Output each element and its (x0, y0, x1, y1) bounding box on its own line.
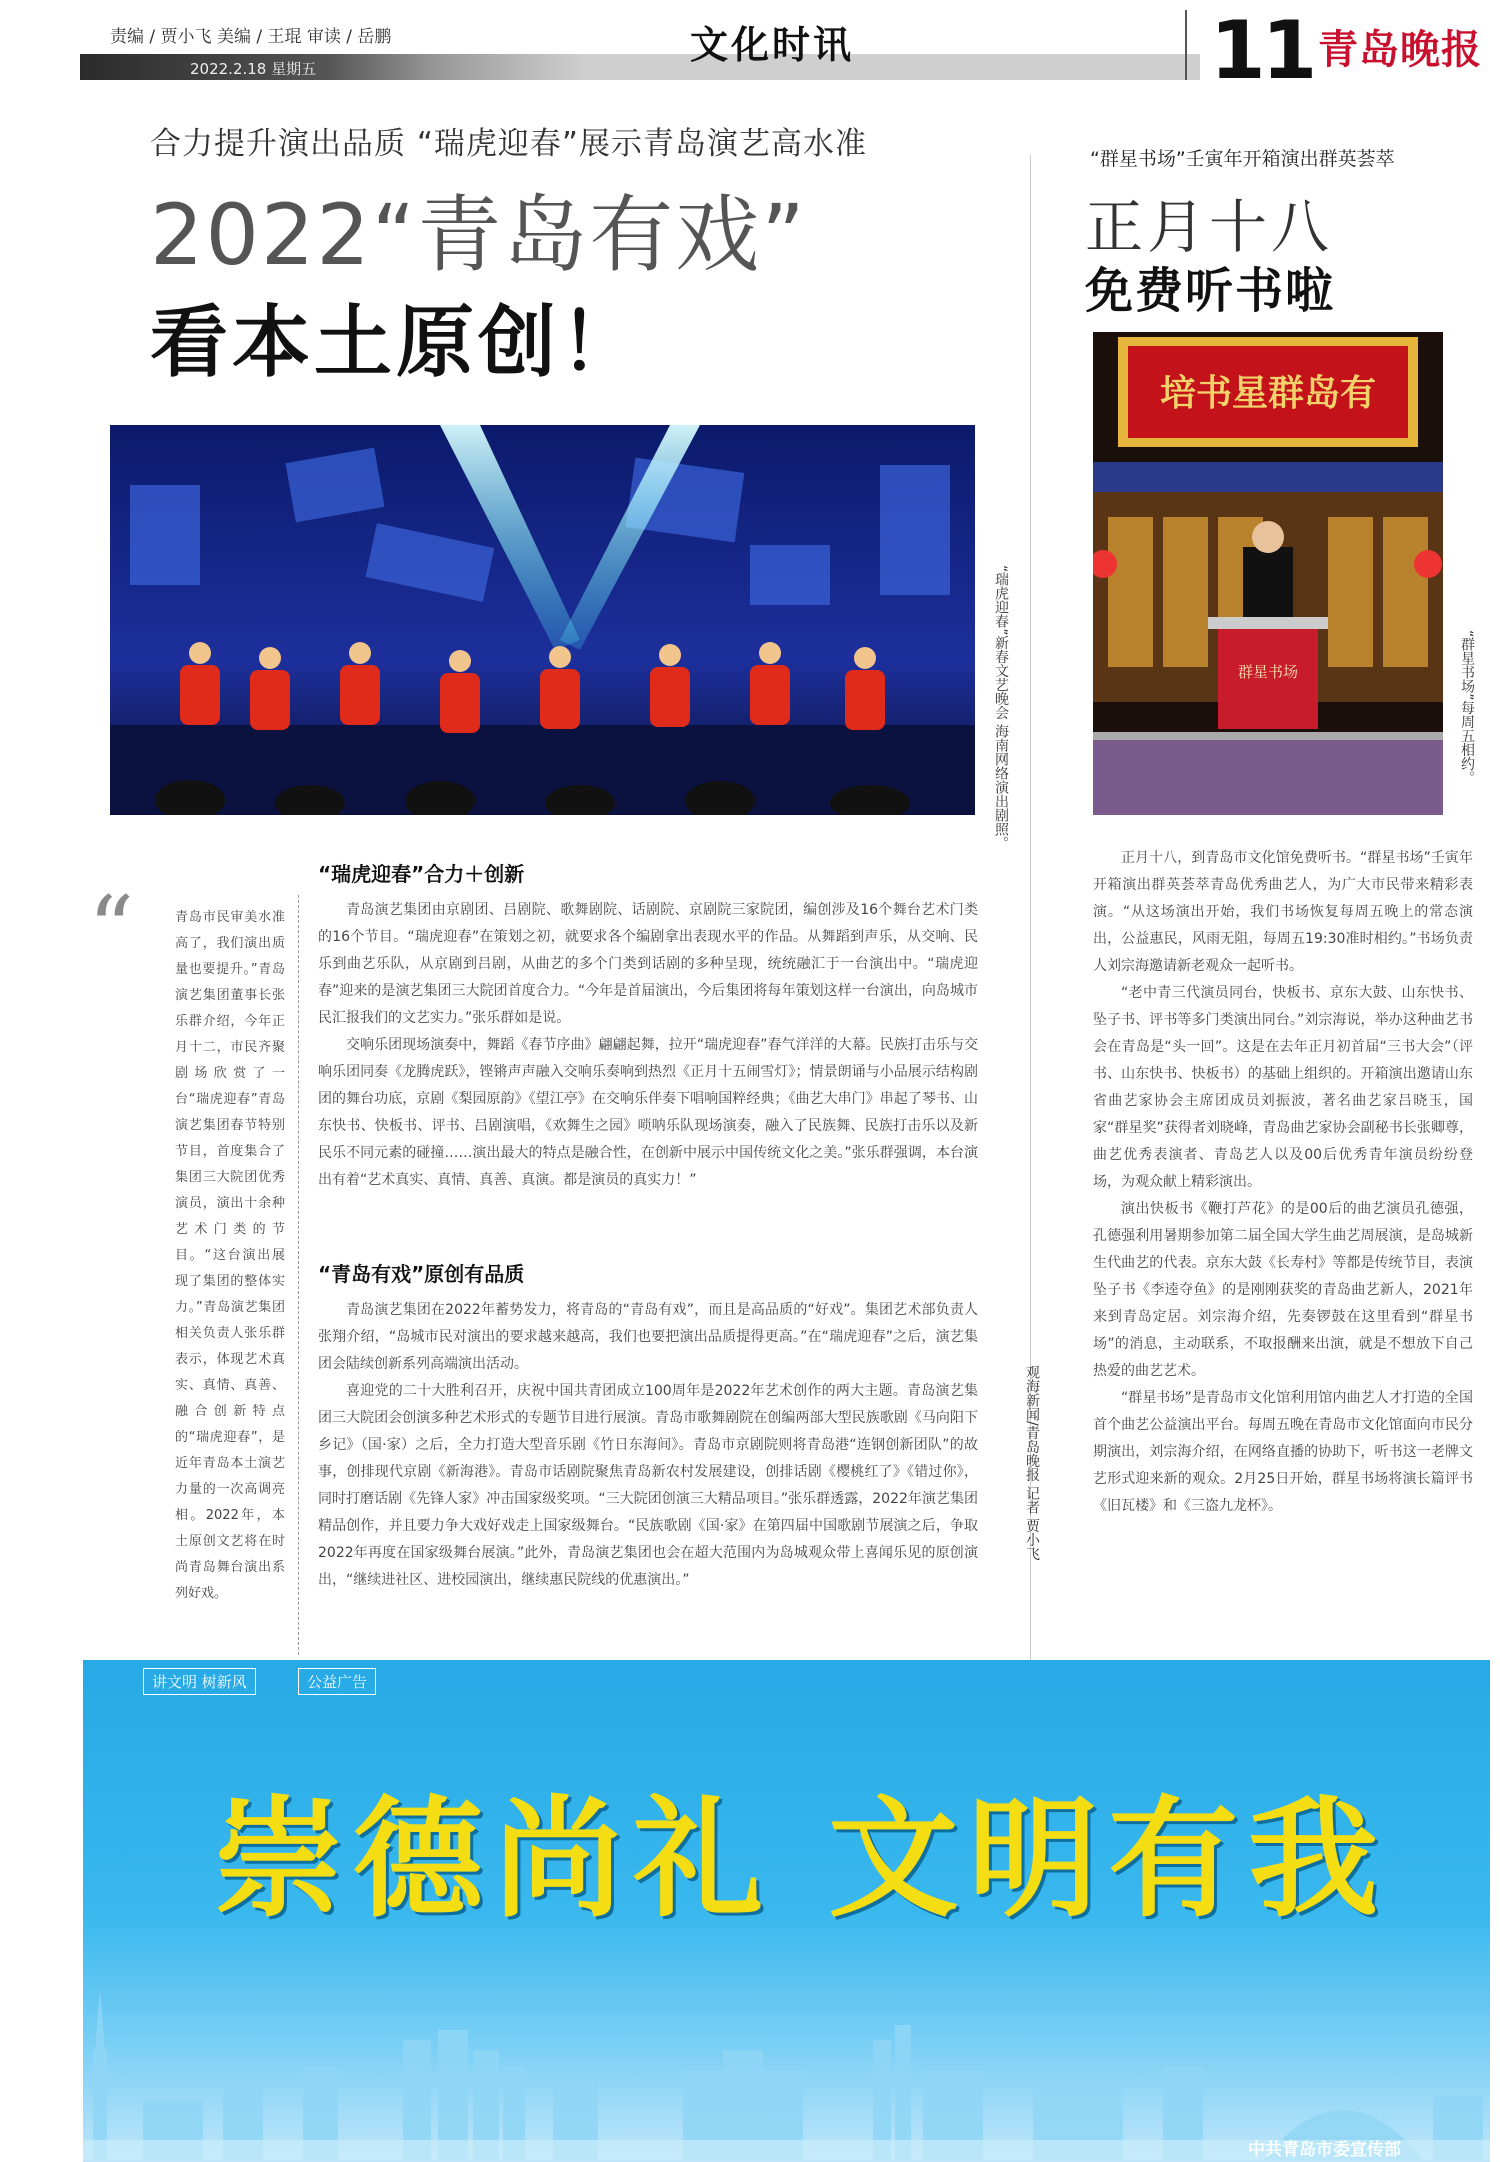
section-title: 文化时讯 (690, 23, 855, 67)
article-body-section-2 (318, 1297, 978, 1594)
page-number-divider (1185, 10, 1187, 80)
column-divider (1030, 155, 1031, 1835)
article-kicker: 合力提升演出品质 “瑞虎迎春”展示青岛演艺高水准 (150, 126, 867, 162)
side-article-body (1093, 845, 1473, 1520)
paragraph: “老中青三代演员同台，快板书、京东大鼓、山东快书、坠子书、评书等多门类演出同台。”刘宗海说，举办这种曲艺书会在青岛是“头一回”。这是在去年正月初首届“三书大会”（评书、山东快书、快板书）的基础上组织的。开箱演出邀请山东省曲艺家协会主席团成员刘振波，著名曲艺家吕晓玉，国家“群星奖”获得者刘晓峰，青岛曲艺家协会副秘书长张卿尊，曲艺优秀表演者、青岛艺人以及00后优秀青年演员纷纷登场，为观众献上精彩演出。 (1093, 985, 1473, 1190)
photo-caption: “瑞虎迎春”新春文艺晚会 海南网络演出剧照。 (993, 565, 1009, 850)
paragraph: 演出快板书《鞭打芦花》的是00后的曲艺演员孔德强，孔德强利用暑期参加第二届全国大学生曲艺周展演，是岛城新生代曲艺的代表。京东大鼓《长寿村》等都是传统节目，表演坠子书《李逵夺鱼》的是刚刚获奖的青岛曲艺新人，2021年来到青岛定居。刘宗海介绍，先奏锣鼓在这里看到“群星书场”的消息，主动联系，不取报酬来出演，就是不想放下自己热爱的曲艺艺术。 (1093, 1201, 1473, 1379)
page-number: 11 (1210, 4, 1314, 97)
paragraph: 青岛演艺集团在2022年蓄势发力，将青岛的“青岛有戏”，而且是高品质的“好戏”。集团艺术部负责人张翔介绍，“岛城市民对演出的要求越来越高，我们也要把演出品质提得更高。”在“瑞虎迎春”之后，演艺集团会陆续创新系列高端演出活动。 (318, 1302, 978, 1372)
side-article-headline: 正月十八 (1085, 193, 1334, 261)
newspaper-logo: 青岛晚报 (1318, 26, 1482, 73)
article-headline-secondary: 看本土原创！ (150, 298, 643, 388)
section-subhead: “瑞虎迎春”合力＋创新 (318, 862, 525, 886)
ad-slogan: 崇德尚礼 文明有我 (213, 1782, 1389, 1935)
paragraph: 青岛演艺集团由京剧团、吕剧院、歌舞剧院、话剧院、京剧院三家院团，编创涉及16个舞台艺术门类的16个节目。“瑞虎迎春”在策划之初，就要求各个编剧拿出表现水平的作品。从舞蹈到声乐，从交响、民乐到曲艺乐队，从京剧到吕剧，从曲艺的多个门类到话剧的多种呈现，统统融汇于一台演出中。“瑞虎迎春”迎来的是演艺集团三大院团首度合力。“今年是首届演出，今后集团将每年策划这样一台演出，向岛城市民汇报我们的文艺实力。”张乐群如是说。 (318, 902, 978, 1026)
side-article-headline-secondary: 免费听书啦 (1085, 263, 1336, 319)
banner-text: 培书星群岛有 (1159, 372, 1377, 414)
article-byline: 观海新闻/青岛晚报 记者 贾小飞 (1024, 1365, 1040, 1561)
storyteller-scene-illustration (1093, 332, 1443, 815)
quote-mark-icon: “ (88, 877, 135, 982)
ad-tag: 讲文明 树新风 (143, 1668, 256, 1695)
stage-scene-illustration (110, 425, 975, 815)
section-subhead: “青岛有戏”原创有品质 (318, 1262, 525, 1286)
paragraph: 正月十八，到青岛市文化馆免费听书。“群星书场”壬寅年开箱演出群英荟萃青岛优秀曲艺人，为广大市民带来精彩表演。“从这场演出开始，我们书场恢复每周五晚上的常态演出，公益惠民，风雨无阻，每周五19:30准时相约。”书场负责人刘宗海邀请新老观众一起听书。 (1093, 850, 1473, 974)
performance-photo (110, 425, 975, 815)
paragraph: “群星书场”是青岛市文化馆利用馆内曲艺人才打造的全国首个曲艺公益演出平台。每周五晚在青岛市文化馆面向市民分期演出，刘宗海介绍，在网络直播的协助下，听书这一老牌文艺形式迎来新的观众。2月25日开始，群星书场将演长篇评书《旧瓦楼》和《三盗九龙杯》。 (1093, 1390, 1473, 1514)
storytelling-photo (1093, 332, 1443, 815)
credits-line: 责编 / 贾小飞 美编 / 王琨 审读 / 岳鹏 (110, 27, 392, 47)
paragraph: 交响乐团现场演奏中，舞蹈《春节序曲》翩翩起舞，拉开“瑞虎迎春”春气洋洋的大幕。民族打击乐与交响乐团同奏《龙腾虎跃》，铿锵声声融入交响乐奏响到热烈《正月十五闹雪灯》；情景朗诵与小品展示结构剧团的舞台功底，京剧《梨园原韵》《望江亭》在交响乐伴奏下唱响国粹经典；《曲艺大串门》串起了琴书、山东快书、快板书、评书、吕剧演唱，《欢舞生之园》唢呐乐队现场演奏，融入了民族舞、民族打击乐以及新民乐不同元素的碰撞……演出最大的特点是融合性，在创新中展示中国传统文化之美。”张乐群强调，本台演出有着“艺术真实、真情、真善、真演。都是演员的真实力！” (318, 1037, 978, 1188)
issue-date: 2022.2.18 星期五 (190, 60, 317, 78)
pull-quote: 青岛市民审美水准高了，我们演出质量也要提升。”青岛演艺集团董事长张乐群介绍，今年正月十二，市民齐聚剧场欣赏了一台“瑞虎迎春”青岛演艺集团春节特别节目，首度集合了集团三大院团优秀演员，演出十余种艺术门类的节目。“这台演出展现了集团的整体实力。”青岛演艺集团相关负责人张乐群表示，体现艺术真实、真情、真善、融合创新特点的“瑞虎迎春”，是近年青岛本土演艺力量的一次高调亮相。2022年，本土原创文艺将在时尚青岛舞台演出系列好戏。 (175, 910, 285, 1601)
article-body-section-1 (318, 897, 978, 1194)
pull-quote-divider (298, 895, 300, 1655)
photo-caption: “群星书场”每周五相约。 (1459, 630, 1475, 785)
article-headline: 2022“青岛有戏” (150, 186, 807, 284)
ad-sponsor: 中共青岛市委宣传部 (1248, 2140, 1401, 2160)
paragraph: 喜迎党的二十大胜利召开，庆祝中国共青团成立100周年是2022年艺术创作的两大主题。青岛演艺集团三大院团会创演多种艺术形式的专题节目进行展演。青岛市歌舞剧院在创编两部大型民族歌剧《马向阳下乡记》（国·家）之后，全力打造大型音乐剧《竹日东海间》。青岛市京剧院则将青岛港“连钢创新团队”的故事，创排现代京剧《新海港》。青岛市话剧院聚焦青岛新农村发展建设，创排话剧《樱桃红了》《错过你》，同时打磨话剧《先锋人家》冲击国家级奖项。“三大院团创演三大精品项目。”张乐群透露，2022年演艺集团精品创作，并且要力争大戏好戏走上国家级舞台。“民族歌剧《国·家》在第四届中国歌剧节展演之后，争取2022年再度在国家级舞台展演。”此外，青岛演艺集团也会在超大范围内为岛城观众带上喜闻乐见的原创演出，“继续进社区、进校园演出，继续惠民院线的优惠演出。” (318, 1383, 978, 1588)
ad-tag: 公益广告 (298, 1668, 376, 1695)
podium-text: 群星书场 (1237, 663, 1299, 681)
side-article-kicker: “群星书场”壬寅年开箱演出群英荟萃 (1090, 148, 1395, 170)
city-skyline-illustration (83, 1970, 1490, 2160)
public-service-ad (83, 1660, 1490, 2162)
